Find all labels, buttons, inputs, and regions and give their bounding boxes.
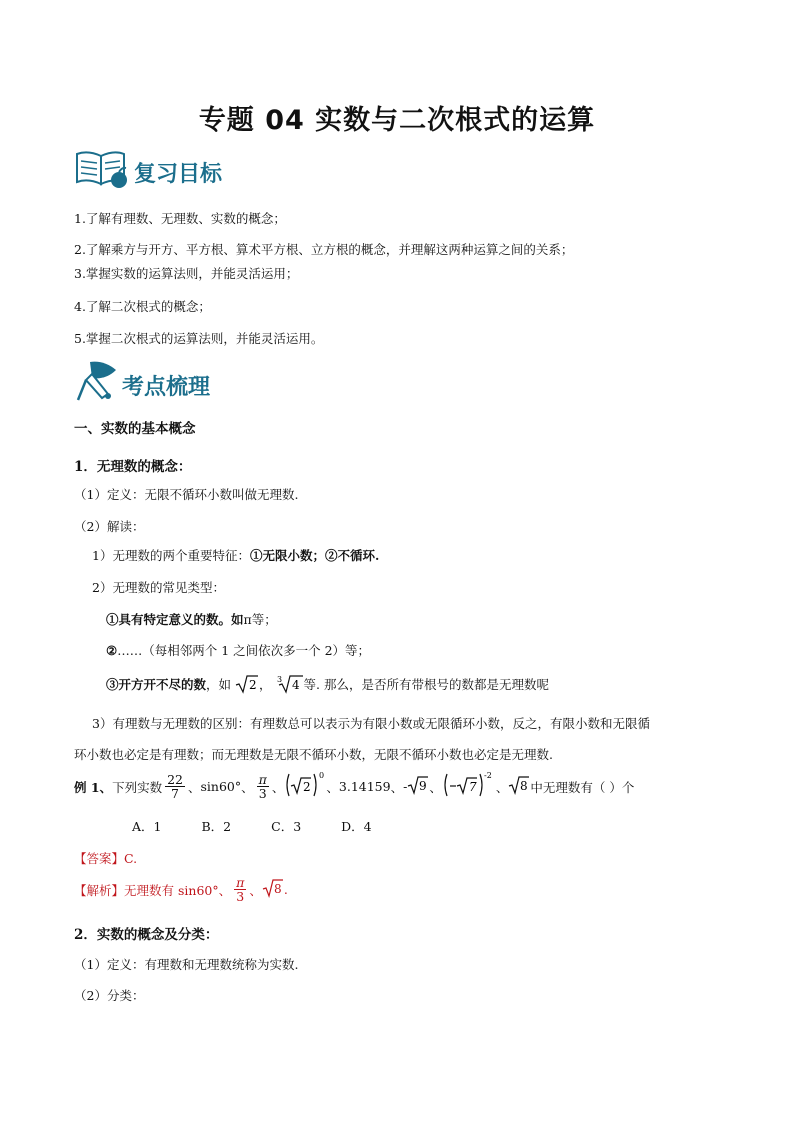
option-b: B．2 bbox=[201, 819, 232, 834]
fraction-22-7 bbox=[165, 773, 185, 800]
goal-item-2: 2.了解乘方与开方、平方根、算术平方根、立方根的概念，并理解这两种运算之间的关系； bbox=[74, 242, 574, 257]
page-title: 专题 04 实数与二次根式的运算 bbox=[198, 105, 596, 136]
interpretation-label: （2）解读： bbox=[74, 519, 145, 534]
analysis-line bbox=[74, 876, 288, 903]
feature-non-repeating: ②不循环. bbox=[324, 548, 380, 563]
type-1-text: ①具有特定意义的数。如 bbox=[106, 612, 244, 627]
example-suffix: 中无理数有（ ）个 bbox=[530, 779, 635, 795]
type-2-tail: （每相邻两个 1 之间依次多一个 2）等； bbox=[142, 643, 371, 658]
sep-6: 、 bbox=[429, 779, 442, 795]
analysis-label: 【解析】 bbox=[74, 882, 125, 898]
sep-5: 、 bbox=[390, 779, 404, 795]
features-line bbox=[92, 546, 379, 564]
fraction-pi-3-num: π bbox=[258, 771, 267, 787]
pow-2-exponent: -2 bbox=[483, 771, 492, 780]
cbrt-index: 3 bbox=[276, 675, 282, 684]
sqrt-8-value: 8 bbox=[520, 779, 529, 793]
fraction-22-7-num: 22 bbox=[167, 771, 183, 787]
example-prefix: 下列实数 bbox=[112, 779, 163, 795]
type-2-line bbox=[106, 641, 370, 659]
pow0-exponent: 0 bbox=[319, 771, 325, 780]
type-2-marker: ② bbox=[106, 643, 118, 658]
example-label: 例 1、 bbox=[74, 779, 113, 795]
analysis-text: 无理数有 sin60°、 bbox=[124, 882, 232, 898]
example-options bbox=[132, 817, 412, 835]
features-prefix: 1）无理数的两个重要特征： bbox=[92, 548, 250, 563]
heading-basic-concepts: 一、实数的基本概念 bbox=[74, 421, 196, 437]
option-c: C．3 bbox=[271, 819, 302, 834]
goal-item-5: 5.掌握二次根式的运算法则，并能灵活运用。 bbox=[74, 331, 324, 346]
analysis-end: . bbox=[283, 882, 288, 898]
decimal-value: 3.14159 bbox=[338, 779, 391, 794]
analysis-sep: 、 bbox=[249, 882, 262, 898]
sep-7: 、 bbox=[495, 779, 509, 795]
paren-neg-sqrt7-pow-2 bbox=[442, 770, 496, 803]
type-3-line bbox=[106, 674, 549, 697]
cbrt-4 bbox=[276, 674, 304, 697]
sep-3: 、 bbox=[271, 779, 285, 795]
pi-symbol: π bbox=[243, 612, 252, 627]
sep-1: 、 bbox=[187, 779, 201, 795]
difference-line-2: 环小数也必定是有理数；而无理数是无限不循环小数，无限不循环小数也必定是无理数. bbox=[74, 747, 553, 762]
sqrt-2 bbox=[235, 674, 259, 697]
pin-leaf-icon bbox=[74, 356, 122, 408]
type-2-ellipsis: …… bbox=[117, 643, 143, 658]
option-d: D．4 bbox=[341, 819, 372, 834]
pow-2-radicand: 7 bbox=[468, 780, 477, 794]
subheading-irrational-concept: 1．无理数的概念： bbox=[74, 459, 192, 475]
example-1 bbox=[74, 770, 634, 803]
type-3-tail: 等. 那么，是否所有带根号的数都是无理数呢 bbox=[303, 677, 549, 692]
goal-item-3: 3.掌握实数的运算法则，并能灵活运用； bbox=[74, 266, 299, 281]
pow0-radicand: 2 bbox=[303, 780, 312, 794]
sep-4: 、 bbox=[326, 779, 339, 795]
irrational-definition: （1）定义：无限不循环小数叫做无理数. bbox=[74, 487, 299, 502]
classification-label: （2）分类： bbox=[74, 988, 145, 1003]
book-apple-icon bbox=[74, 148, 132, 194]
feature-infinite: ①无限小数； bbox=[249, 548, 325, 563]
cbrt-4-value: 4 bbox=[291, 678, 300, 692]
analysis-fraction-pi-3 bbox=[234, 876, 246, 903]
type-3-text: ③开方开不尽的数 bbox=[106, 677, 207, 692]
sqrt-9 bbox=[407, 775, 429, 798]
sqrt-9-value: 9 bbox=[419, 779, 427, 793]
type-3-mid: ，如 bbox=[206, 677, 232, 692]
answer-line bbox=[74, 849, 137, 867]
paren-sqrt2-pow0 bbox=[284, 770, 326, 803]
difference-line-1: 3）有理数与无理数的区别：有理数总可以表示为有限小数或无限循环小数，反之，有限小数和无限循 bbox=[92, 716, 650, 731]
fraction-pi-3-den: 3 bbox=[258, 786, 267, 801]
real-definition: （1）定义：有理数和无理数统称为实数. bbox=[74, 957, 299, 972]
sep-2: 、 bbox=[241, 779, 254, 795]
analysis-fraction-den: 3 bbox=[236, 889, 245, 905]
neg-sign: - bbox=[403, 779, 408, 794]
type-1-tail: 等； bbox=[251, 612, 277, 627]
goal-item-4: 4.了解二次根式的概念； bbox=[74, 299, 211, 314]
option-a: A．1 bbox=[132, 819, 162, 834]
types-heading: 2）无理数的常见类型： bbox=[92, 580, 225, 595]
subheading-real-numbers: 2．实数的概念及分类： bbox=[74, 927, 219, 943]
type-1-line bbox=[106, 610, 277, 628]
fraction-22-7-den: 7 bbox=[171, 786, 179, 801]
answer-value: C. bbox=[124, 851, 138, 866]
type-3-sep: ， bbox=[259, 677, 272, 692]
analysis-sqrt-8 bbox=[262, 878, 284, 901]
goal-item-1: 1.了解有理数、无理数、实数的概念； bbox=[74, 211, 286, 226]
section-review-goals-label: 复习目标 bbox=[134, 162, 223, 187]
section-key-points-label: 考点梳理 bbox=[122, 375, 211, 400]
analysis-fraction-num: π bbox=[236, 875, 245, 890]
analysis-sqrt-8-value: 8 bbox=[273, 882, 282, 897]
fraction-pi-3 bbox=[257, 773, 269, 800]
answer-label: 【答案】 bbox=[74, 851, 125, 866]
sqrt-2-value: 2 bbox=[249, 678, 257, 692]
sqrt-8 bbox=[508, 775, 530, 798]
sin60: sin60° bbox=[200, 779, 242, 794]
